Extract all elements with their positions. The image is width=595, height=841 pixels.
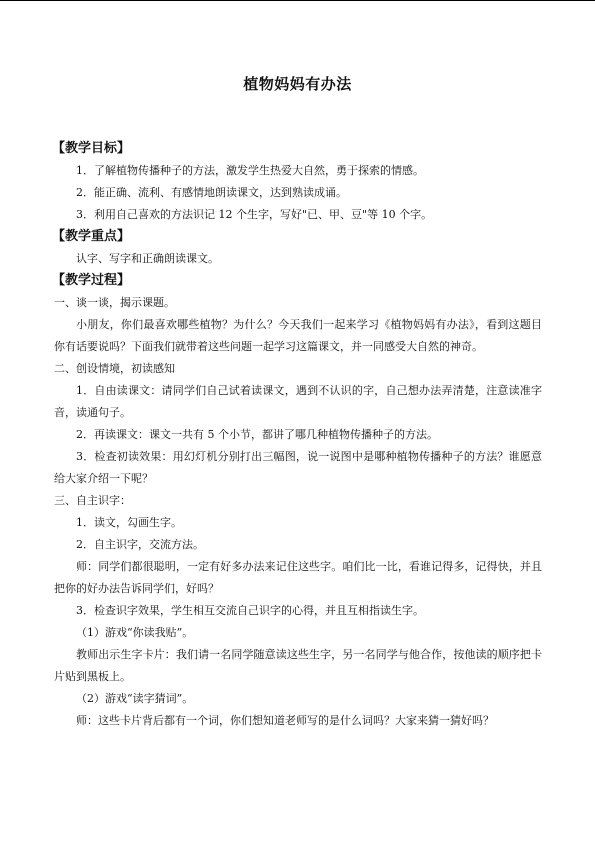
goal-item-2: 2．能正确、流利、有感情地朗读课文，达到熟读成诵。 xyxy=(76,186,347,199)
step-3-item-3: 3．检查识字效果，学生相互交流自己识字的心得，并且互相指读生字。 xyxy=(76,604,424,617)
step-1-title: 一、谈一谈，揭示课题。 xyxy=(54,296,175,309)
step-2-item-2: 2．再读课文：课文一共有 5 个小节，都讲了哪几种植物传播种子的方法。 xyxy=(76,428,438,441)
step-2-item-3: 3．检查初读效果：用幻灯机分别打出三幅图，说一说图中是哪种植物传播种子的方法？谁愿意给大家介绍一下呢？ xyxy=(54,450,542,485)
section-heading-goals: 【教学目标】 xyxy=(52,141,131,156)
game-2-title: （2）游戏“读字猜词”。 xyxy=(76,692,194,705)
section-heading-focus: 【教学重点】 xyxy=(52,229,131,244)
page-title: 植物妈妈有办法 xyxy=(243,75,352,93)
top-rule xyxy=(0,0,595,1)
step-1-paragraph: 小朋友，你们最喜欢哪些植物？为什么？今天我们一起来学习《植物妈妈有办法》，看到这题目你有话要说吗？下面我们就带着这些问题一起学习这篇课文，并一同感受大自然的神奇。 xyxy=(54,318,542,353)
goal-item-3: 3．利用自己喜欢的方法识记 12 个生字，写好"已、甲、豆"等 10 个字。 xyxy=(76,208,433,221)
step-3-title: 三、自主识字： xyxy=(54,494,131,507)
step-3-item-1: 1．读文，勾画生字。 xyxy=(76,516,182,529)
game-1-title: （1）游戏“你读我贴”。 xyxy=(76,626,194,639)
step-2-title: 二、创设情境，初读感知 xyxy=(54,362,175,375)
step-3-item-2: 2．自主识字，交流方法。 xyxy=(76,538,204,551)
step-2-item-1: 1．自由读课文：请同学们自己试着读课文，遇到不认识的字，自己想办法弄清楚，注意读准字音，读通句子。 xyxy=(54,384,542,419)
section-heading-process: 【教学过程】 xyxy=(52,273,131,288)
focus-text: 认字、写字和正确朗读课文。 xyxy=(76,252,219,265)
goal-item-1: 1．了解植物传播种子的方法，激发学生热爱大自然，勇于探索的情感。 xyxy=(76,164,424,177)
game-1-description: 教师出示生字卡片：我们请一名同学随意读这些生字，另一名同学与他合作，按他读的顺序把卡片贴到黑板上。 xyxy=(54,648,542,683)
teacher-remark-1: 师：同学们都很聪明，一定有好多办法来记住这些字。咱们比一比，看谁记得多，记得快，并且把你的好办法告诉同学们，好吗？ xyxy=(54,560,542,595)
document-body xyxy=(54,138,542,732)
teacher-remark-2: 师：这些卡片背后都有一个词，你们想知道老师写的是什么词吗？大家来猜一猜好吗？ xyxy=(76,714,494,727)
